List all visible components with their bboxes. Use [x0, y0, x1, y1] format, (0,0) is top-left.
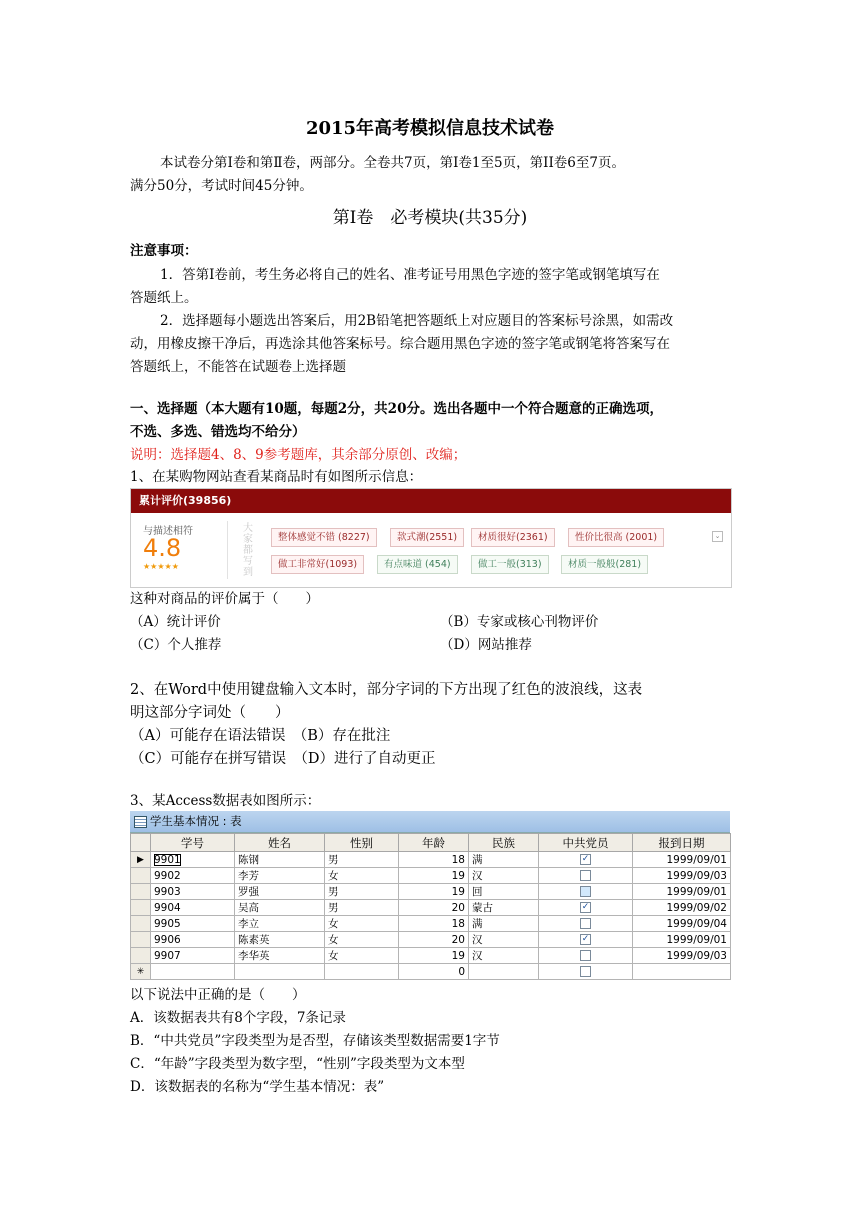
table-cell[interactable] — [469, 916, 539, 932]
table-cell[interactable] — [235, 932, 325, 948]
access-table-window — [130, 811, 730, 982]
table-cell[interactable] — [399, 932, 469, 948]
row-selector[interactable]: ▶ — [131, 852, 151, 868]
table-cell[interactable] — [399, 916, 469, 932]
table-cell[interactable] — [235, 964, 325, 980]
cell-value: 1999/09/02 — [666, 901, 727, 914]
checkbox[interactable] — [580, 870, 591, 881]
table-cell[interactable] — [469, 900, 539, 916]
cell-value: 9903 — [154, 885, 181, 898]
table-cell[interactable] — [151, 932, 235, 948]
review-tag[interactable]: 做工一般(313) — [471, 555, 549, 574]
cell-value: 蒙古 — [472, 902, 493, 914]
column-header[interactable]: 姓名 — [235, 834, 325, 852]
table-cell[interactable] — [399, 852, 469, 868]
intro-line-2: 满分50分，考试时间45分钟。 — [130, 178, 313, 194]
cell-value: 9906 — [154, 933, 181, 946]
table-row[interactable] — [131, 884, 731, 900]
q1-question: 这种对商品的评价属于（ ） — [130, 591, 319, 607]
party-member-cell[interactable] — [539, 932, 633, 948]
q2-options: （C）可能存在拼写错误 （D）进行了自动更正 — [130, 751, 436, 767]
table-cell[interactable] — [151, 852, 235, 868]
cell-value: 陈钢 — [238, 854, 259, 866]
table-cell[interactable] — [469, 884, 539, 900]
table-cell[interactable] — [151, 900, 235, 916]
column-header[interactable]: 报到日期 — [633, 834, 731, 852]
column-header[interactable]: 民族 — [469, 834, 539, 852]
cell-value: 19 — [451, 869, 465, 882]
review-tag[interactable]: 有点味道 (454) — [377, 555, 458, 574]
notice-line: 答题纸上。 — [130, 290, 198, 306]
cell-value: 9901 — [154, 853, 181, 866]
column-header[interactable]: 学号 — [151, 834, 235, 852]
review-tag[interactable]: 性价比很高 (2001) — [568, 528, 664, 547]
row-selector[interactable] — [131, 884, 151, 900]
cell-value: 18 — [451, 853, 465, 866]
row-selector[interactable] — [131, 868, 151, 884]
table-cell[interactable] — [235, 884, 325, 900]
checkbox[interactable] — [580, 886, 591, 897]
review-widget — [130, 488, 732, 588]
table-cell[interactable] — [633, 916, 731, 932]
notice-line: 答题纸上，不能答在试题卷上选择题 — [130, 359, 346, 375]
table-cell[interactable] — [399, 868, 469, 884]
part-heading: 不选、多选、错选均不给分） — [130, 424, 306, 440]
table-cell[interactable] — [633, 900, 731, 916]
review-tag[interactable]: 材质一般般(281) — [561, 555, 648, 574]
table-cell[interactable] — [151, 868, 235, 884]
party-member-cell[interactable] — [539, 964, 633, 980]
score-value: 4.8 — [143, 534, 182, 562]
table-cell[interactable] — [325, 884, 399, 900]
q2-options: （A）可能存在语法错误 （B）存在批注 — [130, 728, 391, 744]
table-cell[interactable] — [399, 900, 469, 916]
section-title: 第Ⅰ卷 必考模块(共35分) — [332, 208, 528, 228]
q3-option-c: C．“年龄”字段类型为数字型，“性别”字段类型为文本型 — [130, 1056, 465, 1072]
cell-value: 汉 — [472, 934, 483, 946]
table-icon — [134, 816, 147, 828]
table-cell[interactable] — [235, 948, 325, 964]
cell-value: 1999/09/04 — [666, 917, 727, 930]
review-tag[interactable]: 款式潮(2551) — [390, 528, 464, 547]
notice-line: 1．答第Ⅰ卷前，考生务必将自己的姓名、准考证号用黑色字迹的签字笔或钢笔填写在 — [160, 267, 660, 283]
table-window-title — [130, 811, 730, 833]
cell-value: 男 — [328, 886, 339, 898]
cell-value: 20 — [451, 933, 465, 946]
checkbox[interactable]: ✓ — [581, 854, 590, 864]
review-tag[interactable]: 做工非常好(1093) — [271, 555, 364, 574]
divider — [227, 521, 228, 579]
cell-value: 吴高 — [238, 902, 259, 914]
cell-value: 汉 — [472, 870, 483, 882]
table-cell[interactable] — [469, 868, 539, 884]
table-row[interactable] — [131, 964, 731, 980]
table-cell[interactable] — [235, 868, 325, 884]
cell-value: 20 — [451, 901, 465, 914]
row-selector[interactable] — [131, 900, 151, 916]
cell-value: 满 — [472, 854, 483, 866]
checkbox[interactable] — [580, 950, 591, 961]
party-member-cell[interactable] — [539, 884, 633, 900]
cell-value: 19 — [451, 885, 465, 898]
cell-value: 1999/09/03 — [666, 949, 727, 962]
cell-value: 罗强 — [238, 886, 259, 898]
cell-value: 汉 — [472, 950, 483, 962]
notice-line: 动，用橡皮擦干净后，再选涂其他答案标号。综合题用黑色字迹的签字笔或钢笔将答案写在 — [130, 336, 670, 352]
cell-value: 李芳 — [238, 870, 259, 882]
table-cell[interactable] — [633, 932, 731, 948]
cell-value: 女 — [328, 950, 339, 962]
table-cell[interactable] — [469, 948, 539, 964]
review-tag[interactable]: 整体感觉不错 (8227) — [271, 528, 377, 547]
table-cell[interactable] — [325, 868, 399, 884]
cell-value: 19 — [451, 949, 465, 962]
table-cell[interactable] — [469, 932, 539, 948]
q1-option-b: （B）专家或核心刊物评价 — [440, 614, 599, 630]
part-heading: 一、选择题（本大题有10题，每题2分，共20分。选出各题中一个符合题意的正确选项， — [130, 401, 663, 417]
intro-line-1: 本试卷分第Ⅰ卷和第Ⅱ卷，两部分。全卷共7页，第Ⅰ卷1至5页，第II卷6至7页。 — [160, 155, 625, 171]
table-cell[interactable] — [235, 852, 325, 868]
table-cell[interactable] — [469, 964, 539, 980]
party-member-cell[interactable] — [539, 852, 633, 868]
column-header[interactable]: 中共党员 — [539, 834, 633, 852]
table-cell[interactable] — [399, 964, 469, 980]
table-cell[interactable] — [633, 948, 731, 964]
notice-heading: 注意事项： — [130, 243, 198, 259]
cell-value: 回 — [472, 886, 483, 898]
cell-value: 李立 — [238, 918, 259, 930]
checkbox[interactable] — [580, 918, 591, 929]
column-header[interactable]: 年龄 — [399, 834, 469, 852]
notice-line: 2．选择题每小题选出答案后，用2B铅笔把答题纸上对应题目的答案标号涂黑，如需改 — [160, 313, 674, 329]
party-member-cell[interactable] — [539, 916, 633, 932]
cell-value: 1999/09/01 — [666, 885, 727, 898]
q1-option-d: （D）网站推荐 — [440, 637, 532, 653]
cell-value: 0 — [458, 965, 465, 978]
table-cell[interactable] — [325, 948, 399, 964]
star-rating-icon: ★★★★★ — [143, 562, 179, 571]
table-cell[interactable] — [151, 916, 235, 932]
cell-value: 李华英 — [238, 950, 270, 962]
cell-value: 9904 — [154, 901, 181, 914]
table-cell[interactable] — [325, 852, 399, 868]
row-selector[interactable] — [131, 916, 151, 932]
q3-question: 以下说法中正确的是（ ） — [130, 987, 306, 1003]
cell-value: 陈素英 — [238, 934, 270, 946]
review-header: 累计评价(39856) — [131, 489, 731, 513]
checkbox[interactable] — [580, 966, 591, 977]
score-label: 与描述相符 — [143, 526, 193, 537]
table-cell[interactable] — [469, 852, 539, 868]
review-tag[interactable]: 材质很好(2361) — [471, 528, 555, 547]
table-row[interactable] — [131, 852, 731, 868]
row-selector[interactable] — [131, 948, 151, 964]
datasheet — [130, 833, 731, 980]
table-cell[interactable] — [325, 916, 399, 932]
row-selector[interactable]: ✳ — [131, 964, 151, 980]
side-label: 大家都写到 — [243, 523, 253, 578]
cell-value: 1999/09/01 — [666, 933, 727, 946]
cell-value: 满 — [472, 918, 483, 930]
table-cell[interactable] — [325, 964, 399, 980]
table-row[interactable] — [131, 916, 731, 932]
cell-value: 9907 — [154, 949, 181, 962]
table-cell[interactable] — [325, 900, 399, 916]
party-member-cell[interactable] — [539, 868, 633, 884]
table-cell[interactable] — [399, 948, 469, 964]
table-cell[interactable] — [399, 884, 469, 900]
note-line: 说明：选择题4、8、9参考题库，其余部分原创、改编； — [130, 447, 467, 463]
table-name: 学生基本情况 : 表 — [150, 814, 242, 828]
checkbox[interactable]: ✓ — [581, 902, 590, 912]
cell-value: 女 — [328, 934, 339, 946]
cell-value: 男 — [328, 902, 339, 914]
table-cell[interactable] — [235, 916, 325, 932]
cell-value: 18 — [451, 917, 465, 930]
column-header[interactable]: 性别 — [325, 834, 399, 852]
cell-value: 男 — [328, 854, 339, 866]
cell-value: 1999/09/01 — [666, 853, 727, 866]
q3-stem: 3、某Access数据表如图所示： — [130, 793, 321, 809]
q1-option-a: （A）统计评价 — [130, 614, 221, 630]
chevron-down-icon[interactable]: ⌄ — [712, 531, 723, 542]
table-cell[interactable] — [633, 868, 731, 884]
q3-option-d: D．该数据表的名称为“学生基本情况：表” — [130, 1079, 385, 1095]
q2-stem: 2、在Word中使用键盘输入文本时，部分字词的下方出现了红色的波浪线，这表 — [130, 682, 643, 698]
q3-option-a: A．该数据表共有8个字段，7条记录 — [130, 1010, 346, 1026]
cell-value: 女 — [328, 918, 339, 930]
table-row[interactable] — [131, 900, 731, 916]
row-selector-header — [131, 834, 151, 852]
table-cell[interactable] — [151, 964, 235, 980]
checkbox[interactable]: ✓ — [581, 934, 590, 944]
table-cell[interactable] — [151, 948, 235, 964]
cell-value: 9905 — [154, 917, 181, 930]
cell-value: 女 — [328, 870, 339, 882]
table-row[interactable] — [131, 948, 731, 964]
q3-option-b: B．“中共党员”字段类型为是否型，存储该类型数据需要1字节 — [130, 1033, 500, 1049]
page-title: 2015年高考模拟信息技术试卷 — [305, 118, 555, 139]
table-cell[interactable] — [633, 884, 731, 900]
row-selector[interactable] — [131, 932, 151, 948]
table-cell[interactable] — [151, 884, 235, 900]
q1-stem: 1、在某购物网站查看某商品时有如图所示信息： — [130, 469, 423, 485]
table-row[interactable] — [131, 932, 731, 948]
cell-value: 1999/09/03 — [666, 869, 727, 882]
party-member-cell[interactable] — [539, 900, 633, 916]
table-cell[interactable] — [325, 932, 399, 948]
q1-option-c: （C）个人推荐 — [130, 637, 222, 653]
table-cell[interactable] — [235, 900, 325, 916]
q2-stem: 明这部分字词处（ ） — [130, 705, 290, 721]
table-cell[interactable] — [633, 964, 731, 980]
party-member-cell[interactable] — [539, 948, 633, 964]
cell-value: 9902 — [154, 869, 181, 882]
table-row[interactable] — [131, 868, 731, 884]
table-cell[interactable] — [633, 852, 731, 868]
